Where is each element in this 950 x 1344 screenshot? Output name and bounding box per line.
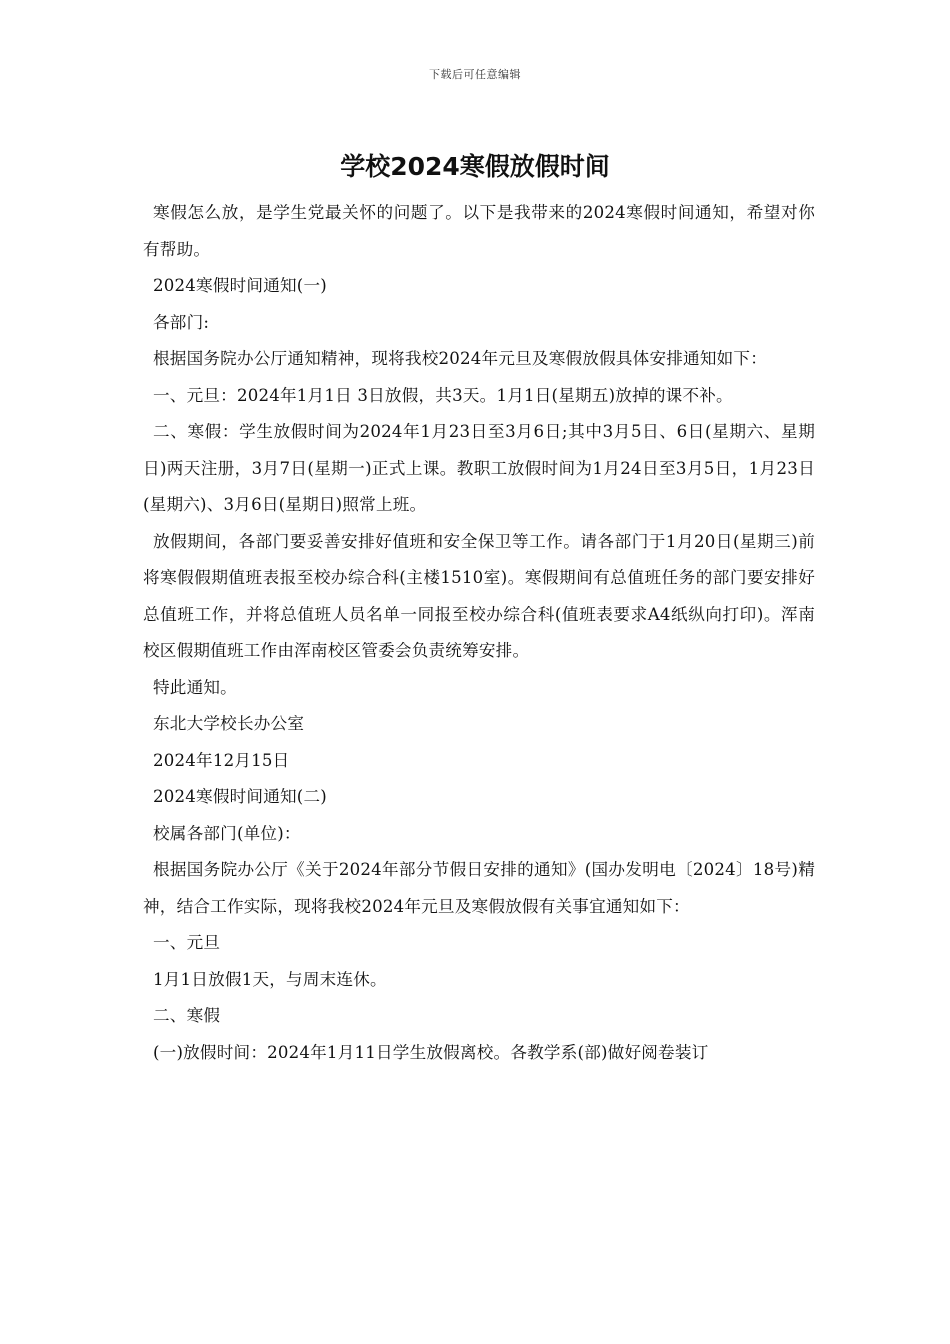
paragraph-section-winter-break: 二、寒假: [153, 1006, 221, 1025]
paragraph-salutation-2: 校属各部门(单位)：: [153, 823, 301, 843]
paragraph-winter-break-1: 二、寒假：学生放假时间为2024年1月23日至3月6日;其中3月5日、6日(星期六、星期日)两天注册，3月7日(星期一)正式上课。教职工放假时间为1月24日至3月5日，1月23日(星期六)、3月6日(星期日)照常上班。: [143, 422, 815, 514]
paragraph-duty-arrangement: 放假期间，各部门要妥善安排好值班和安全保卫等工作。请各部门于1月20日(星期三)前将寒假假期值班表报至校办综合科(主楼1510室)。寒假期间有总值班任务的部门要安排好总值班工作，并将总值班人员名单一同报至校办综合科(值班表要求A4纸纵向打印)。浑南校区假期值班工作由浑南校区管委会负责统筹安排。: [143, 531, 815, 660]
paragraph-issuer: 东北大学校长办公室: [153, 714, 305, 733]
paragraph-notice-2-heading: 2024寒假时间通知(二): [153, 787, 327, 806]
paragraph-closing: 特此通知。: [153, 677, 237, 697]
paragraph-break-time: (一)放假时间：2024年1月11日学生放假离校。各教学系(部)做好阅卷装订: [153, 1042, 709, 1062]
paragraph-salutation-1: 各部门:: [153, 312, 210, 332]
document-title: 学校2024寒假放假时间: [340, 152, 610, 181]
paragraph-notice-1-heading: 2024寒假时间通知(一): [153, 276, 327, 295]
paragraph-basis-2: 根据国务院办公厅《关于2024年部分节假日安排的通知》(国办发明电〔2024〕18号)精神，结合工作实际，现将我校2024年元旦及寒假放假有关事宜通知如下：: [143, 860, 815, 916]
paragraph-basis-1: 根据国务院办公厅通知精神，现将我校2024年元旦及寒假放假具体安排通知如下：: [153, 349, 768, 368]
header-note: 下载后可任意编辑: [429, 68, 521, 81]
paragraph-new-year-2: 1月1日放假1天，与周末连休。: [153, 969, 387, 989]
paragraph-intro: 寒假怎么放，是学生党最关怀的问题了。以下是我带来的2024寒假时间通知，希望对你有帮助。: [143, 203, 815, 259]
paragraph-issue-date: 2024年12月15日: [153, 750, 290, 770]
document-body: [143, 195, 815, 1071]
paragraph-section-new-year: 一、元旦: [153, 933, 221, 952]
paragraph-new-year-1: 一、元旦：2024年1月1日 3日放假，共3天。1月1日(星期五)放掉的课不补。: [153, 385, 733, 405]
